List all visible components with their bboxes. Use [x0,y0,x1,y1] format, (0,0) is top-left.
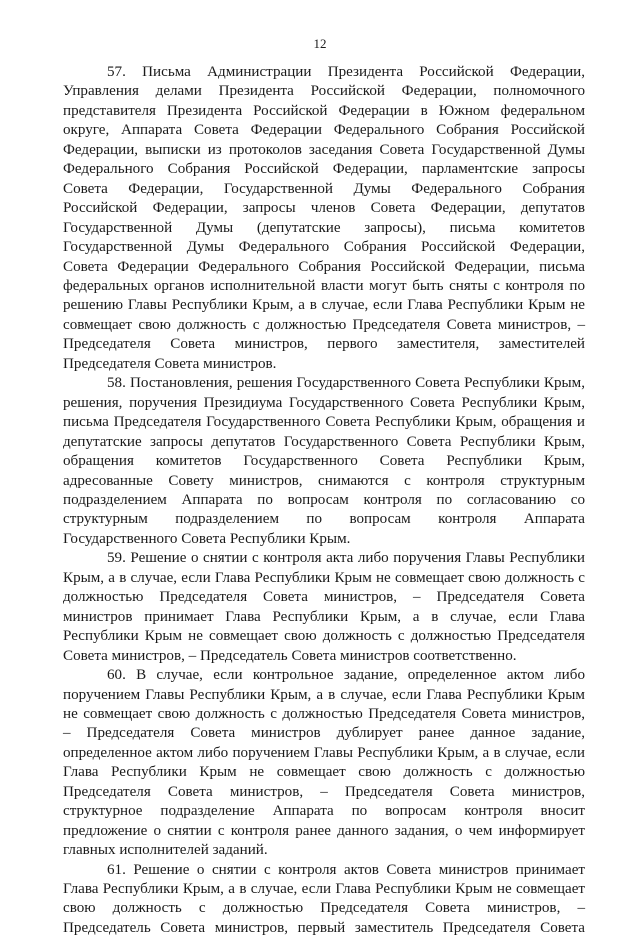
text-line: Глава Республики Крым, а в случае, если Глава Республики Крым не совмещает [63,881,585,898]
paragraph-first-line: 57. Письма Администрации Президента Российской Федерации, [107,64,585,80]
text-line: должностью Председателя Совета министров, – Председателя Совета [63,589,585,606]
text-line: Совета Федерации Федерального Собрания Российской Федерации, письма [63,258,585,275]
text-line: федеральных органов исполнительной власти могут быть сняты с контроля по [63,277,585,294]
text-line: министров принимает Глава Республики Крым, а в случае, если Глава [63,608,585,625]
text-line: Глава Республики Крым не совмещает свою должность с должностью [63,764,585,781]
text-line: Управления делами Президента Российской Федерации, полномочного [63,83,585,100]
document-body [63,63,585,938]
text-line: – Председателя Совета министров дублирует ранее данное задание, [63,725,585,742]
text-line: структурное подразделение Аппарата по вопросам контроля вносит [63,803,585,820]
text-line: предложение о снятии с контроля ранее данного задания, о чем информирует [63,822,585,839]
text-line: письма Председателя Государственного Совета Республики Крым, обращения и [63,414,585,431]
text-line: не совмещает свою должность с должностью Председателя Совета министров, [63,705,585,722]
text-line: Председателя Совета министров, первого заместителя, заместителей [63,336,585,353]
text-line: свою должность с должностью Председателя Совета министров, – [63,900,585,917]
text-line: Председателя Совета министров, – Председателя Совета министров, [63,783,585,800]
text-line: Российской Федерации, запросы членов Совета Федерации, депутатов [63,200,585,217]
text-line: решения, поручения Президиума Государственного Совета Республики Крым, [63,394,585,411]
text-line: Совета министров, – Председатель Совета министров соответственно. [63,647,517,664]
text-line: Государственной Думы (депутатские запросы), письма комитетов [63,219,585,236]
text-line: поручением Главы Республики Крым, а в случае, если Глава Республики Крым [63,686,585,703]
text-line: Крым, а в случае, если Глава Республики Крым не совмещает свою должность с [63,569,585,586]
text-line: адресованные Совету министров, снимаются с контроля структурным [63,472,585,489]
text-line: Государственной Думы Федерального Собрания Российской Федерации, [63,239,585,256]
text-line: определенное актом либо поручением Главы Республики Крым, а в случае, если [63,744,585,761]
page-number: 12 [313,36,327,51]
text-line: Председатель Совета министров, первый заместитель Председателя Совета [63,919,585,936]
paragraph-first-line: 61. Решение о снятии с контроля актов Совета министров принимает [107,861,585,878]
text-line: Республики Крым не совмещает свою должность с должностью Председателя [63,628,585,645]
text-line: обращения комитетов Государственного Совета Республики Крым, [63,453,585,470]
text-line: Федерального Собрания Российской Федерации, парламентские запросы [63,161,585,178]
paragraph-first-line: 60. В случае, если контрольное задание, определенное актом либо [107,667,585,684]
text-line: округе, Аппарата Совета Федерации Федерального Собрания Российской [63,122,585,139]
text-line: структурным подразделением по вопросам контроля Аппарата [63,511,585,528]
text-line: представителя Президента Российской Федерации в Южном федеральном [63,102,585,119]
paragraph-first-line: 58. Постановления, решения Государственного Совета Республики Крым, [107,375,585,392]
text-line: Председателя Совета министров. [63,355,277,372]
text-line: депутатские запросы депутатов Государственного Совета Республики Крым, [63,433,585,450]
text-line: совмещает свою должность с должностью Председателя Совета министров, – [63,316,585,333]
text-line: Федерации, выписки из протоколов заседания Совета Государственной Думы [63,141,585,158]
paragraph-first-line: 59. Решение о снятии с контроля акта либо поручения Главы Республики [107,550,585,567]
text-line: подразделением Аппарата по вопросам контроля по согласованию со [63,491,585,508]
text-line: Совета Федерации, Государственной Думы Федерального Собрания [63,180,585,197]
text-line: решению Главы Республики Крым, а в случае, если Глава Республики Крым не [63,297,585,314]
text-line: Государственного Совета Республики Крым. [63,530,351,547]
text-line: главных исполнителей заданий. [63,842,268,859]
